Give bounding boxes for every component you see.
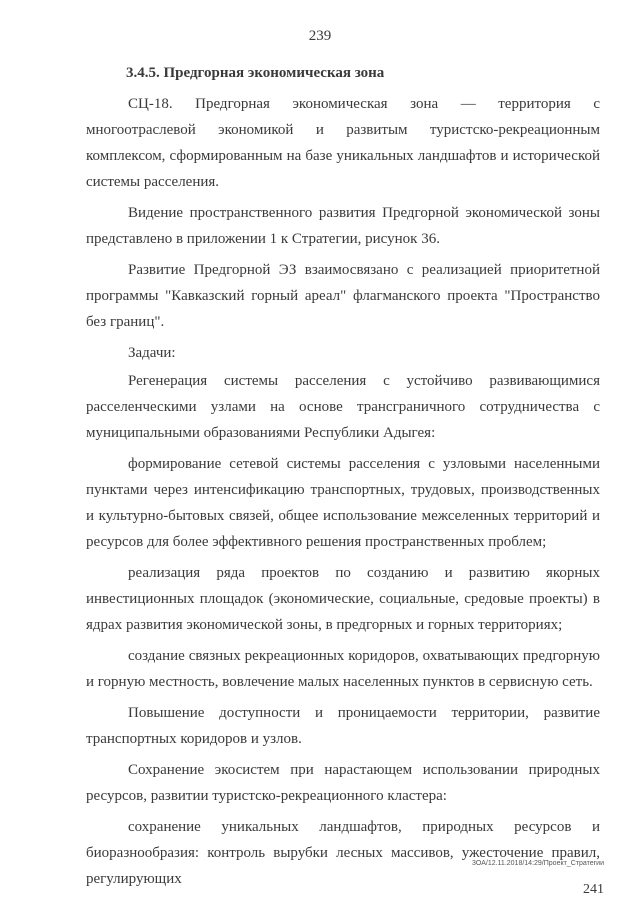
- paragraph: сохранение уникальных ландшафтов, природных ресурсов и биоразнообразия: контроль вырубки лесных массивов, ужесточение правил, регулирующих: [86, 819, 600, 887]
- paragraph: формирование сетевой системы расселения с узловыми населенными пунктами через интенсификацию транспортных, трудовых, производственных и культурно-бытовых связей, общее использование межселенных территорий и ресурсов для более эффективного решения пространственных проблем;: [86, 456, 600, 550]
- paragraph: Сохранение экосистем при нарастающем использовании природных ресурсов, развитии туристско-рекреационного кластера:: [86, 762, 600, 804]
- paragraph: Задачи:: [128, 345, 176, 361]
- page-number-top: 239: [308, 28, 332, 44]
- paragraph: СЦ-18. Предгорная экономическая зона — территория с многоотраслевой экономикой и развитым туристско-рекреационным комплексом, сформированным на базе уникальных ландшафтов и исторической системы расселения.: [86, 96, 600, 190]
- page-number-bottom: 241: [583, 882, 604, 897]
- paragraph: Развитие Предгорной ЭЗ взаимосвязано с реализацией приоритетной программы "Кавказский горный ареал" флагманского проекта "Пространство без границ".: [86, 262, 600, 330]
- footer-stamp: 3ОА/12.11.2018/14:29/Проект_Стратегии: [472, 860, 604, 867]
- paragraph: Регенерация системы расселения с устойчиво развивающимися расселенческими узлами на основе трансграничного сотрудничества с муниципальными образованиями Республики Адыгея:: [86, 373, 600, 441]
- section-heading: 3.4.5. Предгорная экономическая зона: [126, 65, 385, 81]
- document-body: [86, 60, 600, 897]
- paragraph: Повышение доступности и проницаемости территории, развитие транспортных коридоров и узлов.: [86, 705, 600, 747]
- paragraph: Видение пространственного развития Предгорной экономической зоны представлено в приложении 1 к Стратегии, рисунок 36.: [86, 205, 600, 247]
- paragraph: создание связных рекреационных коридоров, охватывающих предгорную и горную местность, вовлечение малых населенных пунктов в сервисную сеть.: [86, 648, 600, 690]
- paragraph: реализация ряда проектов по созданию и развитию якорных инвестиционных площадок (экономические, социальные, средовые проекты) в ядрах развития экономической зоны, в предгорных и горных территориях;: [86, 565, 600, 633]
